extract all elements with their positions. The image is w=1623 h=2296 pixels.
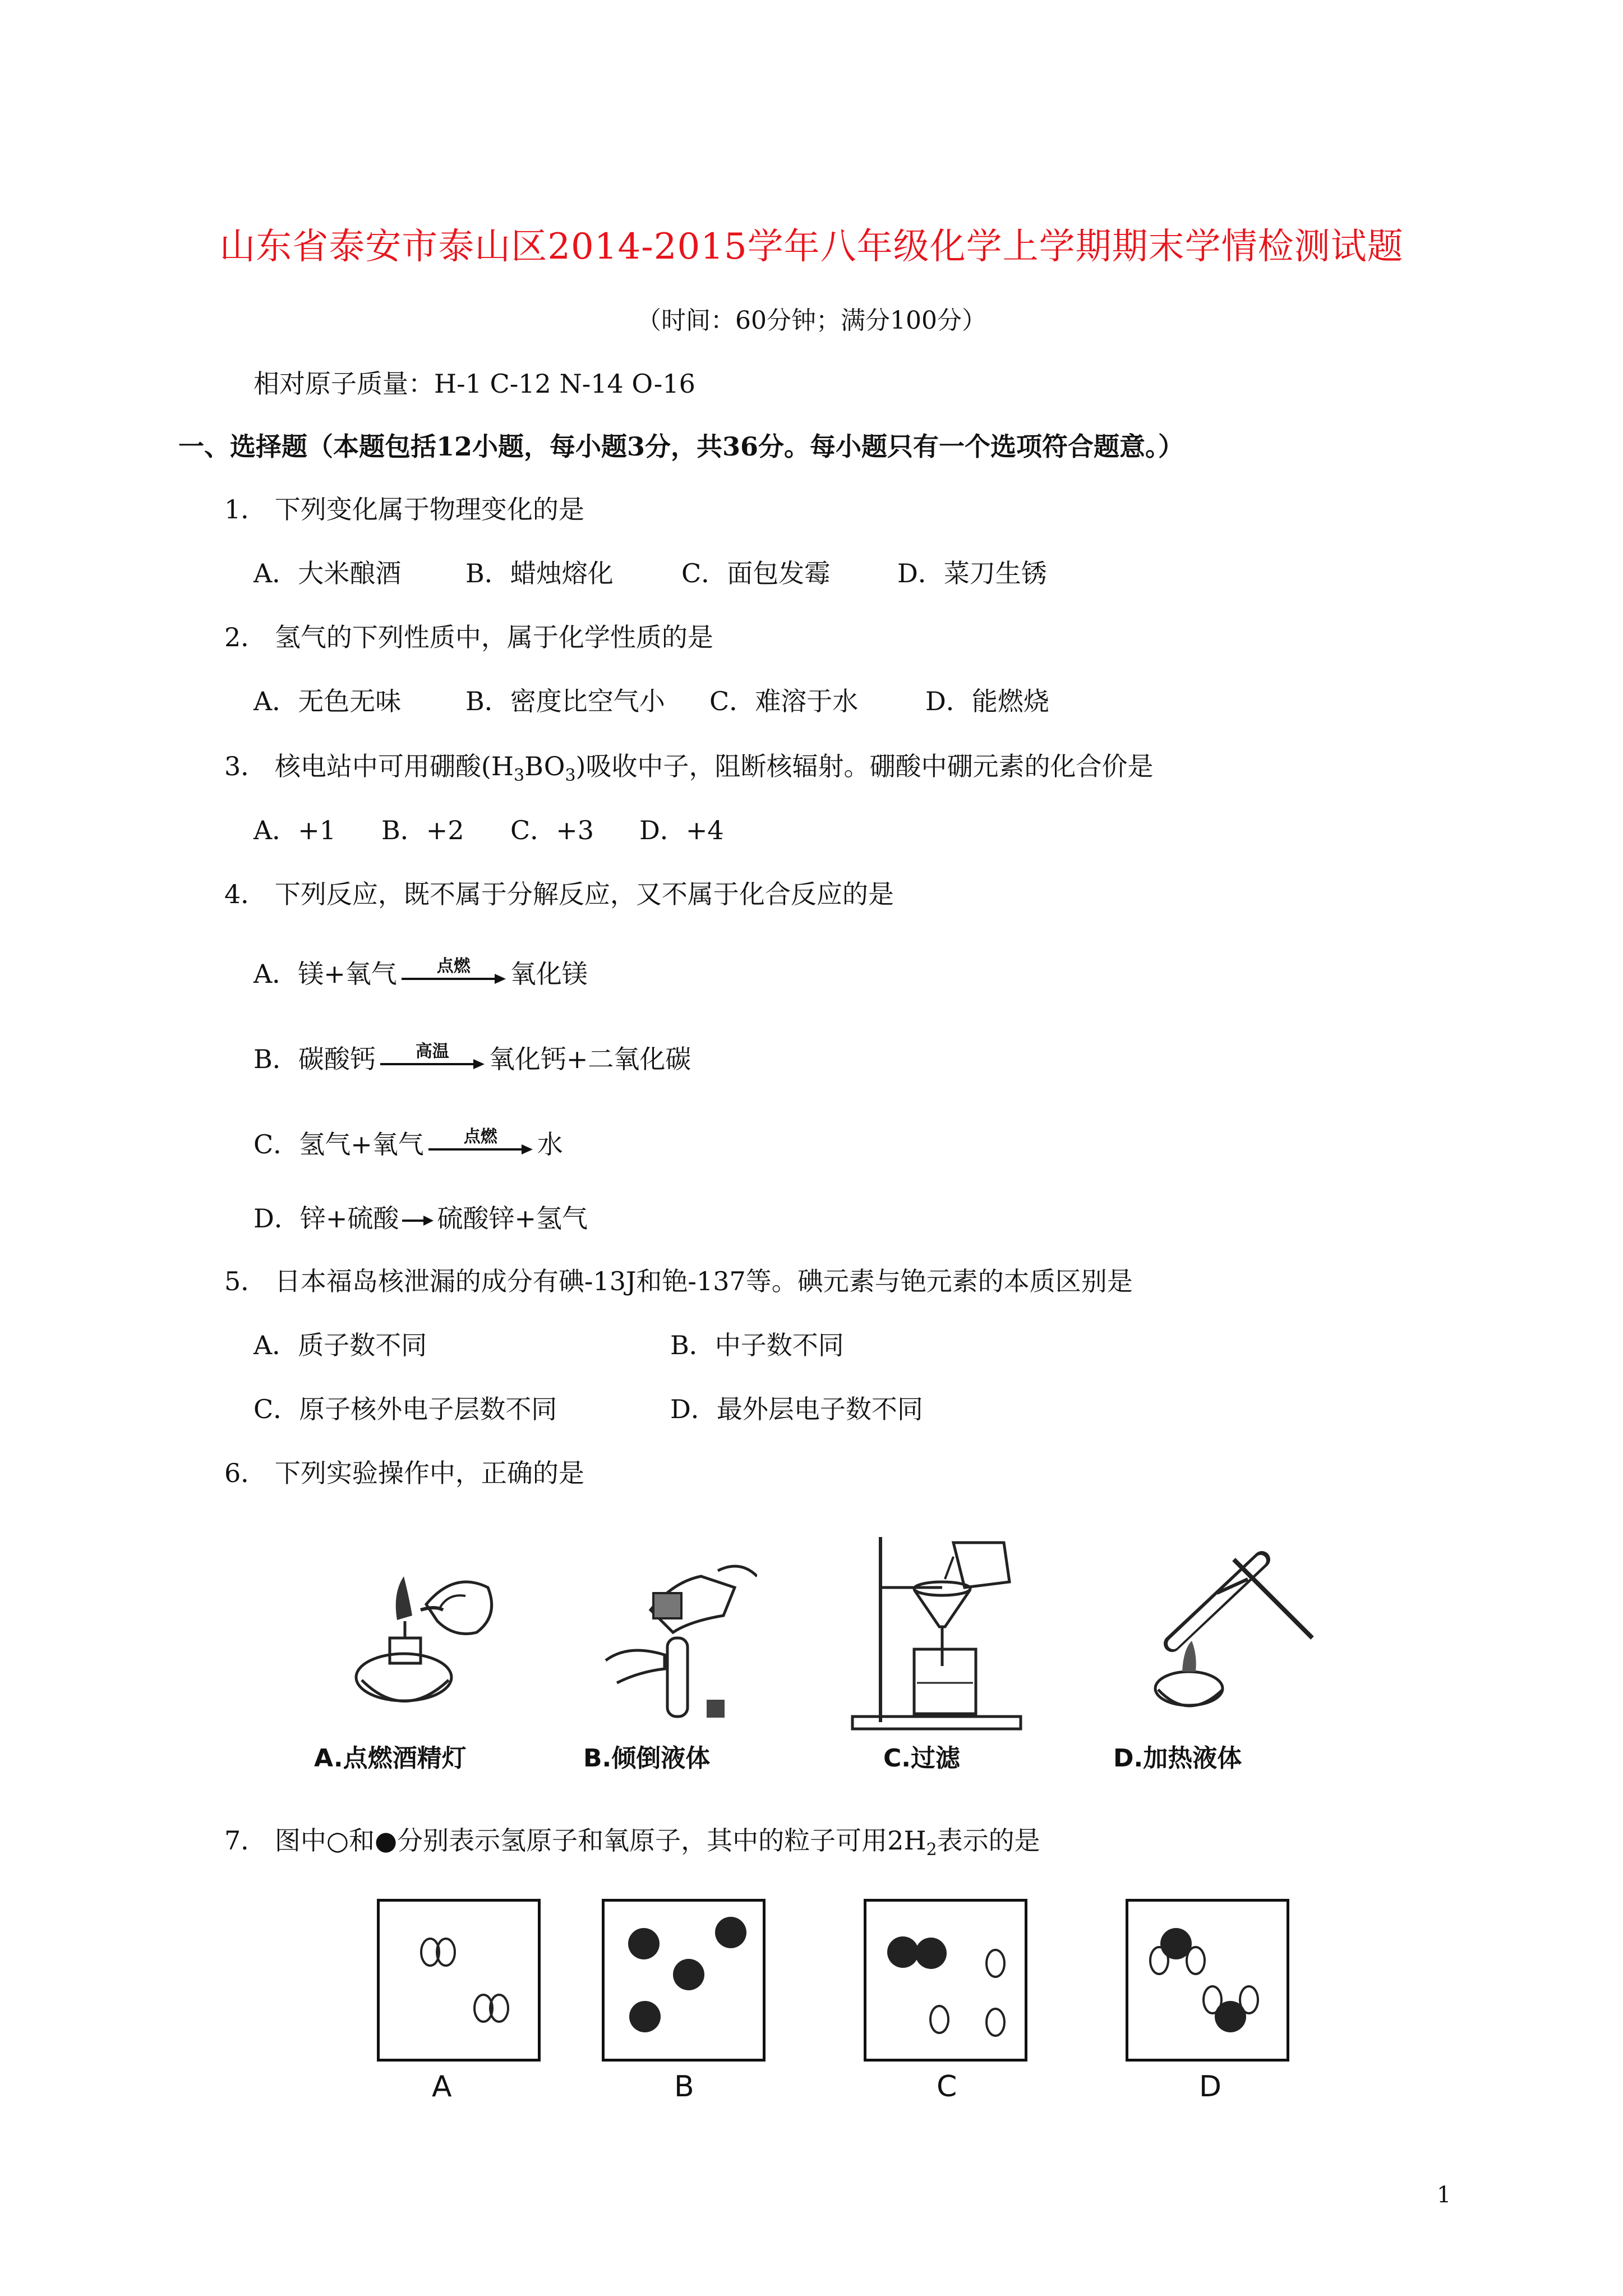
alcohol-lamp-lighting-illustration [336,1554,505,1733]
q5-option-b: B．中子数不同 [670,1330,844,1360]
particle-box-a [377,1899,541,2062]
arrow-icon [400,972,507,986]
arrow-icon [401,1212,435,1229]
arrow-icon [427,1143,534,1156]
q3-option-d: D．+4 [639,815,724,845]
question-3-stem [224,746,1153,785]
reaction-arrow [400,956,507,990]
q7-letter-c: C [937,2070,957,2104]
question-1-stem: 1． 下列变化属于物理变化的是 [224,494,584,524]
q4-option-b [253,1039,691,1076]
question-7-stem [224,1820,1040,1860]
q4-a-products: 氧化镁 [510,959,588,989]
q4-c-label: C． [253,1129,299,1159]
q4-option-a [253,954,588,991]
q7-formula-sub: 2 [926,1840,937,1860]
reaction-arrow [427,1127,534,1161]
reaction-condition: 高温 [415,1042,449,1061]
q3-option-b: B．+2 [381,815,464,845]
q7-formula: 2H [887,1825,926,1856]
q2-option-d: D．能燃烧 [925,686,1049,716]
mixed-atoms-illustration [866,1902,1025,2059]
section-heading: 一、选择题（本题包括12小题，每小题3分，共36分。每小题只有一个选项符合题意。） [178,431,1184,462]
q4-a-label: A． [253,959,298,989]
page-number: 1 [1437,2182,1451,2208]
q5-option-a: A．质子数不同 [253,1330,427,1360]
q3-option-a: A．+1 [253,815,336,845]
reaction-arrow [379,1042,486,1075]
question-5-stem: 5． 日本福岛核泄漏的成分有碘-13J和铯-137等。碘元素与铯元素的本质区别是 [224,1266,1133,1296]
q7-letter-b: B [674,2070,694,2104]
hydrogen-molecules-illustration [380,1902,538,2059]
q2-option-a: A．无色无味 [253,686,402,716]
q7-letter-a: A [432,2070,452,2104]
pouring-liquid-illustration [589,1548,757,1733]
q3-stem-post: )吸收中子，阻断核辐射。硼酸中硼元素的化合价是 [575,751,1154,781]
q3-stem-pre: 3． 核电站中可用硼酸( [224,751,491,781]
particle-box-b [602,1899,766,2062]
q3-formula-bo: BO [524,751,565,781]
heating-liquid-illustration [1122,1537,1335,1733]
q7-stem-post: 表示的是 [937,1825,1040,1856]
q6-label-b: B.倾倒液体 [583,1744,711,1773]
q6-label-c: C.过滤 [883,1744,961,1773]
q4-b-label: B． [253,1044,298,1074]
q2-option-b: B．密度比空气小 [465,686,665,716]
reaction-condition: 点燃 [436,956,471,976]
q4-option-d [253,1198,588,1235]
q4-d-reactants: 锌+硫酸 [299,1203,399,1234]
question-2-stem: 2． 氢气的下列性质中，属于化学性质的是 [224,622,713,652]
q4-c-reactants: 氢气+氧气 [299,1129,424,1159]
exam-info: （时间：60分钟；满分100分） [637,306,986,335]
reaction-condition: 点燃 [463,1127,497,1147]
q7-letter-d: D [1199,2070,1222,2104]
q1-option-b: B．蜡烛熔化 [465,558,614,588]
q4-c-products: 水 [537,1129,563,1159]
q3-option-c: C．+3 [510,815,594,845]
question-4-stem: 4． 下列反应，既不属于分解反应，又不属于化合反应的是 [224,879,894,909]
q3-formula-sub-2: 3 [565,766,576,786]
particle-box-d [1126,1899,1289,2062]
q1-option-c: C．面包发霉 [681,558,831,588]
q1-option-d: D．菜刀生锈 [897,558,1047,588]
q3-formula-h: H [491,751,514,781]
oxygen-atoms-illustration [605,1902,763,2059]
q5-option-d: D．最外层电子数不同 [670,1394,923,1424]
q4-d-products: 硫酸锌+氢气 [437,1203,588,1234]
q4-a-reactants: 镁+氧气 [298,959,397,989]
atomic-masses: 相对原子质量：H-1 C-12 N-14 O-16 [253,369,695,399]
q4-option-c [253,1124,563,1161]
particle-box-c [864,1899,1027,2062]
q4-b-products: 氧化钙+二氧化碳 [488,1044,691,1074]
page-title: 山东省泰安市泰山区2014-2015学年八年级化学上学期期末学情检测试题 [219,226,1404,268]
water-molecules-illustration [1128,1902,1287,2059]
q7-stem-pre: 7． 图中○和●分别表示氢原子和氧原子，其中的粒子可用 [224,1825,888,1856]
filtration-illustration [841,1526,1043,1739]
q1-option-a: A．大米酿酒 [253,558,402,588]
question-6-stem: 6． 下列实验操作中，正确的是 [224,1458,584,1488]
q6-label-d: D.加热液体 [1113,1744,1242,1773]
q4-b-reactants: 碳酸钙 [298,1044,376,1074]
q3-formula-sub-1: 3 [513,766,525,786]
arrow-icon [379,1057,486,1071]
q5-option-c: C．原子核外电子层数不同 [253,1394,557,1424]
q4-d-label: D． [253,1203,300,1234]
q6-label-a: A.点燃酒精灯 [314,1744,467,1773]
q2-option-c: C．难溶于水 [709,686,859,716]
